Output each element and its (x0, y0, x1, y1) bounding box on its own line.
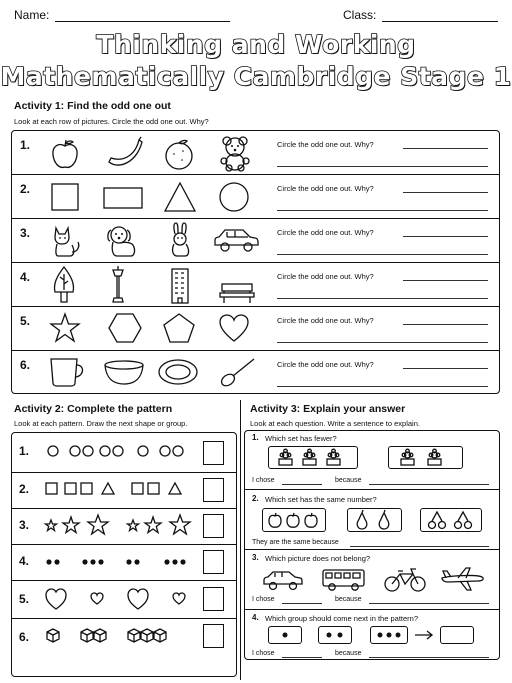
activity3-instruction: Look at each question. Write a sentence to explain. (250, 419, 420, 428)
cat-icon[interactable] (50, 224, 82, 258)
rabbit-icon[interactable] (165, 222, 195, 258)
answer-line[interactable] (277, 254, 488, 255)
pattern-answer-box[interactable] (203, 550, 224, 574)
row-prompt: Circle the odd one out. Why? (277, 316, 374, 325)
activity3-heading: Activity 3: Explain your answer (250, 403, 406, 415)
lamp-post-icon[interactable] (110, 264, 126, 304)
question-number: 3. (252, 553, 259, 562)
pears-set (355, 510, 395, 530)
car-icon[interactable] (213, 226, 259, 254)
pattern-hearts (45, 588, 195, 610)
answer-line[interactable] (403, 324, 488, 325)
pattern-answer-box[interactable] (203, 624, 224, 648)
flowers-set-b (400, 449, 450, 467)
answer-line[interactable] (277, 298, 488, 299)
column-divider (240, 400, 241, 680)
row-divider (12, 544, 236, 545)
question-number: 1. (252, 433, 259, 442)
question-text: Which set has the same number? (265, 495, 377, 504)
row-number: 1. (20, 138, 31, 152)
arrow-right-icon (414, 630, 434, 640)
answer-line[interactable] (403, 236, 488, 237)
answer-label: I chose (252, 596, 275, 603)
bowl-icon[interactable] (103, 360, 145, 386)
answer-line[interactable] (277, 210, 488, 211)
answer-label: I chose (252, 650, 275, 657)
pattern-dots (45, 557, 195, 567)
tree-icon[interactable] (51, 266, 77, 304)
question-text: Which group should come next in the pattern? (265, 614, 419, 623)
plate-icon[interactable] (158, 358, 198, 386)
activity2-instruction: Look at each pattern. Draw the next shape or group. (14, 419, 188, 428)
question-text: Which set has fewer? (265, 434, 337, 443)
star-icon[interactable] (50, 313, 80, 343)
cherries-set (428, 510, 476, 530)
row-number: 5. (19, 592, 30, 606)
triangle-icon[interactable] (164, 182, 196, 212)
bus-icon[interactable] (322, 568, 366, 592)
row-divider (12, 580, 236, 581)
answer-line[interactable] (282, 484, 322, 485)
row-number: 4. (20, 270, 31, 284)
pattern-answer-box[interactable] (203, 514, 224, 538)
bench-icon[interactable] (219, 282, 255, 304)
answer-line[interactable] (282, 657, 322, 658)
next-group-answer-box[interactable] (440, 626, 474, 644)
answer-line[interactable] (282, 603, 322, 604)
row-divider (12, 350, 499, 351)
pattern-squares-triangles (45, 482, 195, 496)
answer-line[interactable] (277, 342, 488, 343)
heart-icon[interactable] (219, 314, 249, 342)
activity1-instruction: Look at each row of pictures. Circle the odd one out. Why? (14, 117, 209, 126)
apples-set (268, 512, 322, 528)
bicycle-icon[interactable] (383, 567, 427, 593)
flowers-set-a (278, 449, 348, 467)
dot (282, 632, 288, 638)
row-number: 6. (19, 630, 30, 644)
answer-line[interactable] (277, 166, 488, 167)
answer-line[interactable] (350, 546, 489, 547)
answer-label: They are the same because (252, 539, 339, 546)
answer-line[interactable] (369, 484, 489, 485)
dog-icon[interactable] (105, 224, 141, 258)
name-label: Name: (14, 8, 50, 22)
answer-line[interactable] (403, 148, 488, 149)
page-title-line1: Thinking and Working (96, 30, 416, 59)
answer-label: because (335, 596, 362, 603)
answer-line[interactable] (277, 386, 488, 387)
row-divider (12, 262, 499, 263)
row-number: 2. (19, 482, 30, 496)
spoon-icon[interactable] (219, 356, 257, 388)
question-number: 4. (252, 613, 259, 622)
airplane-icon[interactable] (440, 566, 486, 592)
page-title-line2: Mathematically Cambridge Stage 1 (0, 62, 512, 91)
rectangle-icon[interactable] (103, 187, 143, 209)
pattern-circles (45, 443, 195, 459)
pattern-cubes (45, 627, 195, 643)
activity2-heading: Activity 2: Complete the pattern (14, 403, 173, 415)
answer-line[interactable] (403, 192, 488, 193)
row-divider (12, 306, 499, 307)
class-label: Class: (343, 8, 377, 22)
row-divider (245, 609, 499, 610)
answer-line[interactable] (369, 603, 489, 604)
row-number: 2. (20, 182, 31, 196)
row-number: 3. (19, 518, 30, 532)
question-number: 2. (252, 494, 259, 503)
row-number: 1. (19, 444, 30, 458)
row-number: 6. (20, 358, 31, 372)
row-divider (245, 489, 499, 490)
row-prompt: Circle the odd one out. Why? (277, 272, 374, 281)
activity1-heading: Activity 1: Find the odd one out (14, 100, 171, 112)
answer-label: because (335, 650, 362, 657)
teddy-bear-icon[interactable] (218, 135, 252, 171)
square-icon[interactable] (51, 183, 79, 211)
apple-icon[interactable] (50, 138, 80, 170)
dots (377, 632, 401, 638)
row-divider (12, 174, 499, 175)
answer-label: I chose (252, 477, 275, 484)
row-divider (12, 508, 236, 509)
hexagon-icon[interactable] (108, 313, 142, 343)
row-prompt: Circle the odd one out. Why? (277, 228, 374, 237)
building-icon[interactable] (170, 266, 190, 304)
pattern-stars (45, 514, 195, 536)
answer-line[interactable] (403, 280, 488, 281)
row-number: 5. (20, 314, 31, 328)
pentagon-icon[interactable] (163, 313, 195, 343)
row-divider (12, 218, 499, 219)
pattern-answer-box[interactable] (203, 478, 224, 502)
pattern-answer-box[interactable] (203, 587, 224, 611)
cup-icon[interactable] (49, 357, 87, 387)
dots (326, 632, 344, 638)
row-divider (12, 618, 236, 619)
row-prompt: Circle the odd one out. Why? (277, 360, 374, 369)
banana-icon[interactable] (105, 136, 145, 170)
row-prompt: Circle the odd one out. Why? (277, 184, 374, 193)
row-divider (12, 472, 236, 473)
answer-line[interactable] (403, 368, 488, 369)
orange-icon[interactable] (163, 138, 195, 170)
answer-line[interactable] (369, 657, 489, 658)
row-prompt: Circle the odd one out. Why? (277, 140, 374, 149)
row-divider (245, 549, 499, 550)
class-field[interactable] (382, 21, 498, 22)
car-icon[interactable] (262, 569, 304, 591)
name-field[interactable] (55, 21, 230, 22)
row-number: 3. (20, 226, 31, 240)
pattern-answer-box[interactable] (203, 441, 224, 465)
row-number: 4. (19, 554, 30, 568)
answer-label: because (335, 477, 362, 484)
question-text: Which picture does not belong? (265, 554, 371, 563)
circle-icon[interactable] (219, 182, 249, 212)
